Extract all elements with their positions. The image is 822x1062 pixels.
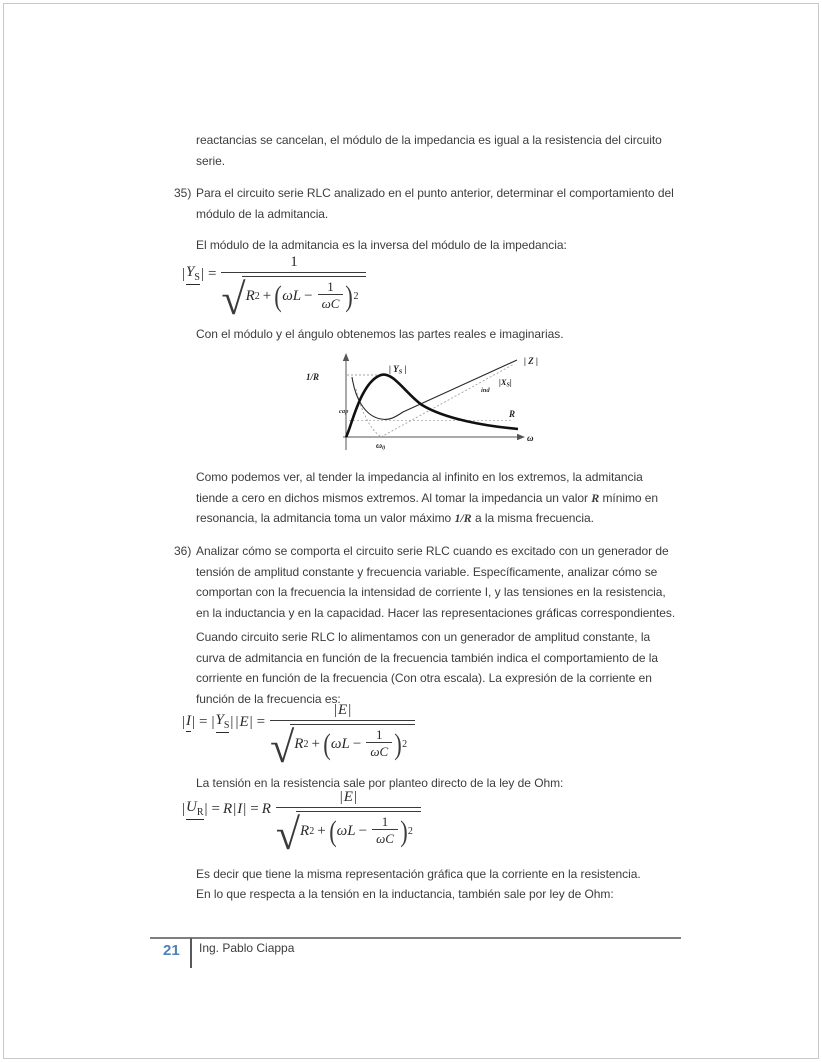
numerator: 1	[290, 254, 298, 270]
plus-sign: +	[311, 735, 320, 752]
symbol-omegaC: ωC	[376, 831, 394, 846]
inner-numerator: 1	[381, 814, 389, 829]
numerator	[331, 787, 366, 807]
inner-numerator: 1	[375, 727, 383, 742]
fraction	[275, 787, 421, 859]
list-item-36	[174, 541, 676, 623]
right-paren: )	[400, 814, 408, 848]
symbol-E: E	[338, 702, 348, 718]
abs-bar: |	[230, 714, 234, 730]
paragraph-es-decir: Es decir que tiene la misma representación gráfica que la corriente en la resistencia.	[196, 867, 641, 881]
radical-sign: √	[221, 274, 246, 324]
plus-sign: +	[317, 822, 326, 839]
ys-label	[389, 364, 406, 376]
symbol-omegaL: ωL	[330, 735, 350, 752]
paragraph-intro: reactancias se cancelan, el módulo de la impedancia es igual a la resistencia del circuito serie.	[196, 133, 662, 168]
formula-current	[181, 700, 417, 772]
omega-label: ω	[527, 433, 534, 443]
text-run: a la misma frecuencia.	[471, 511, 594, 525]
inner-denominator	[372, 829, 398, 847]
inner-denominator	[366, 742, 392, 760]
x-label-pre: |X	[499, 377, 507, 387]
x-label	[499, 377, 512, 389]
list-text: Para el circuito serie RLC analizado en el punto anterior, determinar el comportamiento del módulo de la admitancia.	[196, 186, 674, 221]
symbol-I: I	[186, 713, 192, 729]
phasor-Ys	[216, 712, 230, 733]
exponent-2: 2	[353, 290, 359, 302]
ys-label-post: |	[402, 364, 407, 374]
ind-label: ind	[481, 387, 490, 394]
symbol-E: E	[343, 789, 353, 805]
subscript-R: R	[196, 807, 204, 818]
subscript-S: S	[194, 272, 200, 283]
formula-resistor-voltage	[181, 787, 423, 859]
equals-sign: =	[207, 266, 217, 282]
phasor-Ur	[186, 799, 204, 820]
equals-sign: =	[250, 801, 259, 817]
square-root	[275, 809, 421, 859]
inner-fraction	[366, 728, 392, 760]
symbol-R: R	[261, 801, 271, 817]
symbol-R: R	[245, 287, 255, 304]
denominator	[270, 720, 415, 772]
abs-bar: |	[243, 801, 247, 817]
symbol-E: E	[239, 714, 249, 730]
paragraph-como-podemos	[196, 467, 678, 529]
z-label: | Z |	[524, 356, 538, 366]
radicand	[290, 724, 415, 762]
exponent-2: 2	[402, 738, 408, 750]
phasor-Ys	[186, 264, 200, 285]
equals-sign: =	[199, 714, 208, 730]
page-number: 21	[163, 942, 180, 959]
figure-canvas	[293, 349, 545, 459]
abs-bar: |	[353, 789, 357, 805]
inner-denominator	[318, 294, 344, 312]
r-label: R	[509, 409, 516, 419]
math-var-R: R	[591, 490, 600, 505]
fraction	[221, 252, 366, 324]
abs-bar: |	[235, 714, 239, 730]
abs-bar: |	[339, 789, 343, 805]
exponent-2: 2	[303, 738, 309, 750]
abs-bar: |	[182, 266, 186, 282]
plus-sign: +	[262, 287, 272, 304]
symbol-omegaC: ωC	[370, 744, 389, 759]
y-axis-arrow-icon	[343, 353, 349, 361]
ys-label-sub: S	[398, 368, 403, 376]
exponent-2: 2	[407, 825, 413, 837]
list-text: Analizar cómo se comporta el circuito serie RLC cuando es excitado con un generador de tensión de amplitud constante y frecuencia variable. Específicamente, analizar cómo se comportan con la frecuencia la intensidad de corriente I, y las tensiones en la resistencia, en la inductancia y en la capacidad. Hacer las representaciones gráficas correspondientes.	[196, 544, 676, 620]
x-axis-arrow-icon	[517, 434, 525, 440]
symbol-I: I	[237, 801, 243, 817]
math-var-1-over-R: 1/R	[454, 511, 472, 525]
abs-bar: |	[192, 714, 196, 730]
left-paren: (	[274, 279, 282, 313]
text-run: mínimo en resonancia, la admitancia toma un valor máximo	[196, 490, 659, 525]
abs-bar: |	[348, 702, 352, 718]
inner-numerator: 1	[327, 279, 334, 294]
footer-rule	[150, 937, 681, 939]
symbol-omegaL: ωL	[336, 822, 356, 839]
formula-admittance	[181, 252, 368, 324]
omega0-label	[376, 440, 385, 452]
radical-sign: √	[275, 809, 301, 859]
minus-sign: −	[358, 822, 368, 839]
radical-sign: √	[270, 722, 295, 772]
fraction	[270, 700, 415, 772]
right-paren: )	[345, 279, 354, 313]
radicand	[296, 811, 421, 849]
paragraph-en-lo-que: En lo que respecta a la tensión en la inductancia, también sale por ley de Ohm:	[196, 887, 614, 901]
subscript-S: S	[223, 720, 230, 731]
denominator	[275, 807, 421, 859]
symbol-R: R	[294, 735, 304, 752]
square-root	[270, 722, 415, 772]
symbol-U: U	[186, 799, 197, 815]
list-item-35	[174, 183, 676, 224]
left-paren: (	[328, 814, 337, 848]
paragraph-tension-resistencia: La tensión en la resistencia sale por planteo directo de la ley de Ohm:	[196, 776, 564, 790]
equals-sign: =	[211, 801, 221, 817]
abs-bar: |	[211, 714, 215, 730]
symbol-Y: Y	[215, 712, 224, 728]
symbol-R: R	[223, 801, 233, 817]
abs-bar: |	[182, 801, 186, 817]
abs-bar: |	[233, 801, 237, 817]
abs-bar: |	[182, 714, 186, 730]
abs-bar: |	[204, 801, 208, 817]
minus-sign: −	[304, 287, 313, 304]
admittance-impedance-figure	[293, 349, 545, 464]
formula-lhs	[181, 712, 268, 733]
paragraph-cuando: Cuando circuito serie RLC lo alimentamos con un generador de amplitud constante, la curva de admitancia en función de la frecuencia también indica el comportamiento de la corriente en función de la frecuencia (Con otra escala). La expresión de la corriente en función de la frecuencia es:	[196, 630, 658, 706]
inner-fraction	[372, 815, 398, 847]
list-number: 36)	[174, 544, 192, 558]
formula-lhs	[181, 264, 219, 285]
formula-lhs	[181, 799, 274, 820]
symbol-omegaC: ωC	[321, 296, 340, 311]
right-paren: )	[394, 727, 402, 761]
paragraph-admittance-inverse: El módulo de la admitancia es la inversa del módulo de la impedancia:	[196, 238, 567, 252]
x-label-sub: S	[506, 382, 510, 389]
abs-bar: |	[200, 266, 204, 282]
exponent-2: 2	[254, 290, 260, 302]
left-paren: (	[323, 727, 331, 761]
square-root	[221, 274, 366, 324]
ys-label-pre: | Y	[389, 364, 399, 374]
denominator	[221, 272, 366, 324]
abs-bar: |	[249, 714, 253, 730]
cap-label: cap	[339, 408, 349, 415]
radicand	[242, 276, 367, 314]
abs-bar: |	[334, 702, 338, 718]
paragraph-modulo-angulo: Con el módulo y el ángulo obtenemos las partes reales e imaginarias.	[196, 327, 564, 341]
minus-sign: −	[352, 735, 362, 752]
symbol-R: R	[300, 822, 310, 839]
one-over-r-label: 1/R	[306, 372, 320, 382]
omega0-base: ω	[376, 440, 383, 450]
inner-fraction	[318, 280, 344, 312]
exponent-2: 2	[309, 825, 315, 837]
footer-divider	[190, 938, 192, 968]
symbol-Y: Y	[186, 264, 195, 280]
numerator	[325, 700, 360, 720]
footer-author: Ing. Pablo Ciappa	[199, 941, 295, 955]
list-number: 35)	[174, 186, 192, 200]
symbol-omegaL: ωL	[282, 287, 302, 304]
equals-sign: =	[256, 714, 266, 730]
omega0-sub: 0	[382, 445, 386, 452]
text-run: Como podemos ver, al tender la impedancia al infinito en los extremos, la admitancia tiende a cero en dichos mismos extremos. Al tomar la impedancia un valor	[196, 470, 643, 505]
x-label-post: |	[509, 377, 512, 387]
